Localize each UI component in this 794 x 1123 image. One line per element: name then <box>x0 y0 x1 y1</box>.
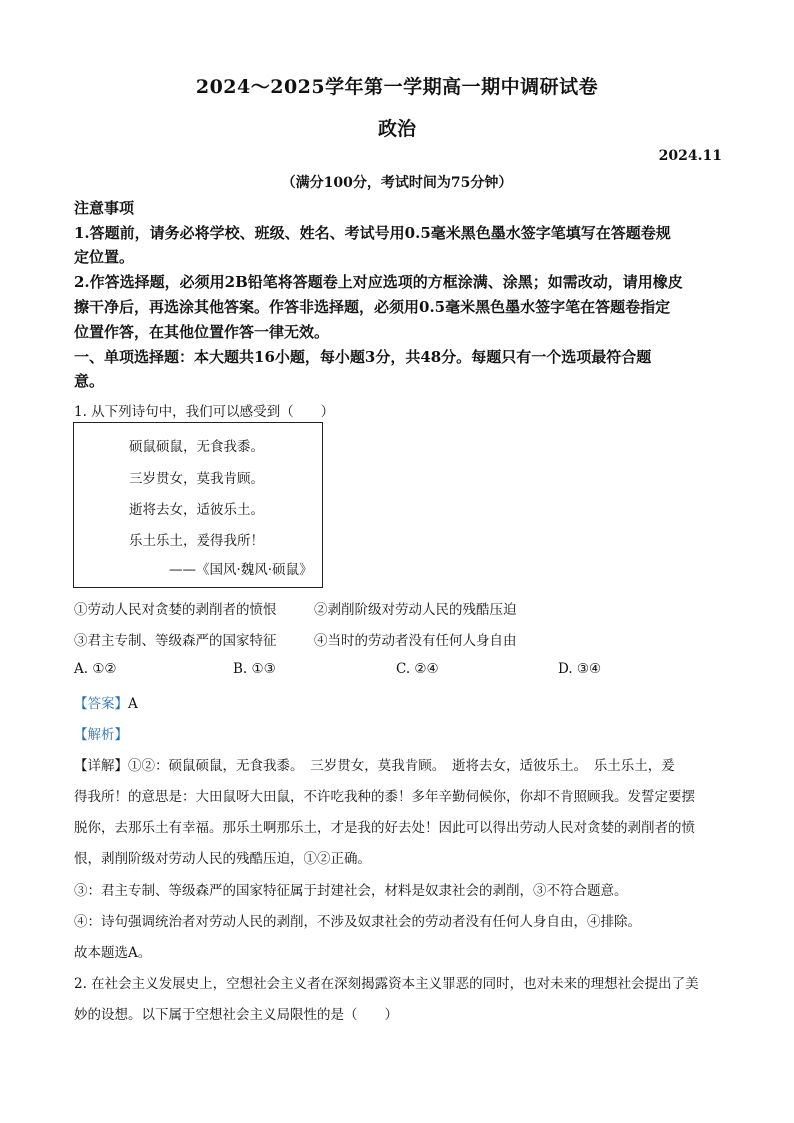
section-heading: 一、单项选择题：本大题共16小题，每小题3分，共48分。每题只有一个选项最符合题 <box>74 348 652 366</box>
detail-line: ③：君主专制、等级森严的国家特征属于封建社会，材料是奴隶社会的剥削，③不符合题意。 <box>74 883 628 899</box>
detail-line: 【详解】①②：硕鼠硕鼠，无食我黍。 三岁贯女，莫我肯顾。 逝将去女，适彼乐土。 乐土乐土，爰 <box>74 758 675 774</box>
notes-line: 2.作答选择题，必须用2B铅笔将答题卷上对应选项的方框涂满、涂黑；如需改动，请用橡皮 <box>74 273 683 291</box>
notes-line: 1.答题前，请务必将学校、班级、姓名、考试号用0.5毫米黑色墨水签字笔填写在答题卷规 <box>74 224 671 242</box>
question-2-stem: 2. 在社会主义发展史上，空想社会主义者在深刻揭露资本主义罪恶的同时，也对未来的理想社会提出了美 <box>74 976 699 992</box>
choice-b: B. ①③ <box>233 661 276 677</box>
question-2-stem-cont: 妙的设想。以下属于空想社会主义局限性的是（ ） <box>74 1007 398 1023</box>
detail-line: 脱你，去那乐土有幸福。那乐土啊那乐土，才是我的好去处！因此可以得出劳动人民对贪婪的剥削者的愤 <box>74 820 695 836</box>
subject-title: 政治 <box>377 118 416 140</box>
choice-d: D. ③④ <box>558 661 602 677</box>
poem-box <box>73 422 323 588</box>
section-heading-cont: 意。 <box>74 372 105 390</box>
statement-1: ①劳动人民对贪婪的剥削者的愤恨 <box>74 602 277 618</box>
exam-title: 2024～2025学年第一学期高一期中调研试卷 <box>195 76 599 98</box>
choice-a: A. ①② <box>74 661 117 677</box>
statement-3: ③君主专制、等级森严的国家特征 <box>74 633 277 649</box>
poem-line: 逝将去女，适彼乐土。 <box>129 502 264 518</box>
statement-2: ②剥削阶级对劳动人民的残酷压迫 <box>314 602 517 618</box>
detail-line: 恨，剥削阶级对劳动人民的残酷压迫，①②正确。 <box>74 851 371 867</box>
question-1-stem: 1. 从下列诗句中，我们可以感受到（ ） <box>74 404 335 420</box>
exam-date: 2024.11 <box>658 148 722 164</box>
notes-heading: 注意事项 <box>74 199 135 217</box>
detail-line: 得我所！的意思是：大田鼠呀大田鼠，不许吃我种的黍！多年辛勤伺候你，你却不肯照顾我。发誓定要摆 <box>74 789 695 805</box>
score-note: （满分100分，考试时间为75分钟） <box>281 175 513 191</box>
analysis-label: 【解析】 <box>74 727 128 743</box>
notes-line: 擦干净后，再选涂其他答案。作答非选择题，必须用0.5毫米黑色墨水签字笔在答题卷指定 <box>74 298 671 316</box>
poem-line: 乐土乐土，爰得我所！ <box>129 533 264 549</box>
poem-source: ——《国风·魏风·硕鼠》 <box>169 562 313 578</box>
detail-conclusion: 故本题选A。 <box>74 945 152 961</box>
choice-c: C. ②④ <box>396 661 439 677</box>
notes-line: 定位置。 <box>74 248 135 266</box>
answer-value: A <box>128 696 138 712</box>
statement-4: ④当时的劳动者没有任何人身自由 <box>314 633 517 649</box>
poem-line: 三岁贯女，莫我肯顾。 <box>129 471 264 487</box>
notes-line: 位置作答，在其他位置作答一律无效。 <box>74 323 330 341</box>
answer-label: 【答案】 <box>74 696 128 712</box>
answer-row <box>74 692 138 712</box>
detail-line: ④：诗句强调统治者对劳动人民的剥削，不涉及奴隶社会的劳动者没有任何人身自由，④排除。 <box>74 914 641 930</box>
poem-line: 硕鼠硕鼠，无食我黍。 <box>129 439 264 455</box>
